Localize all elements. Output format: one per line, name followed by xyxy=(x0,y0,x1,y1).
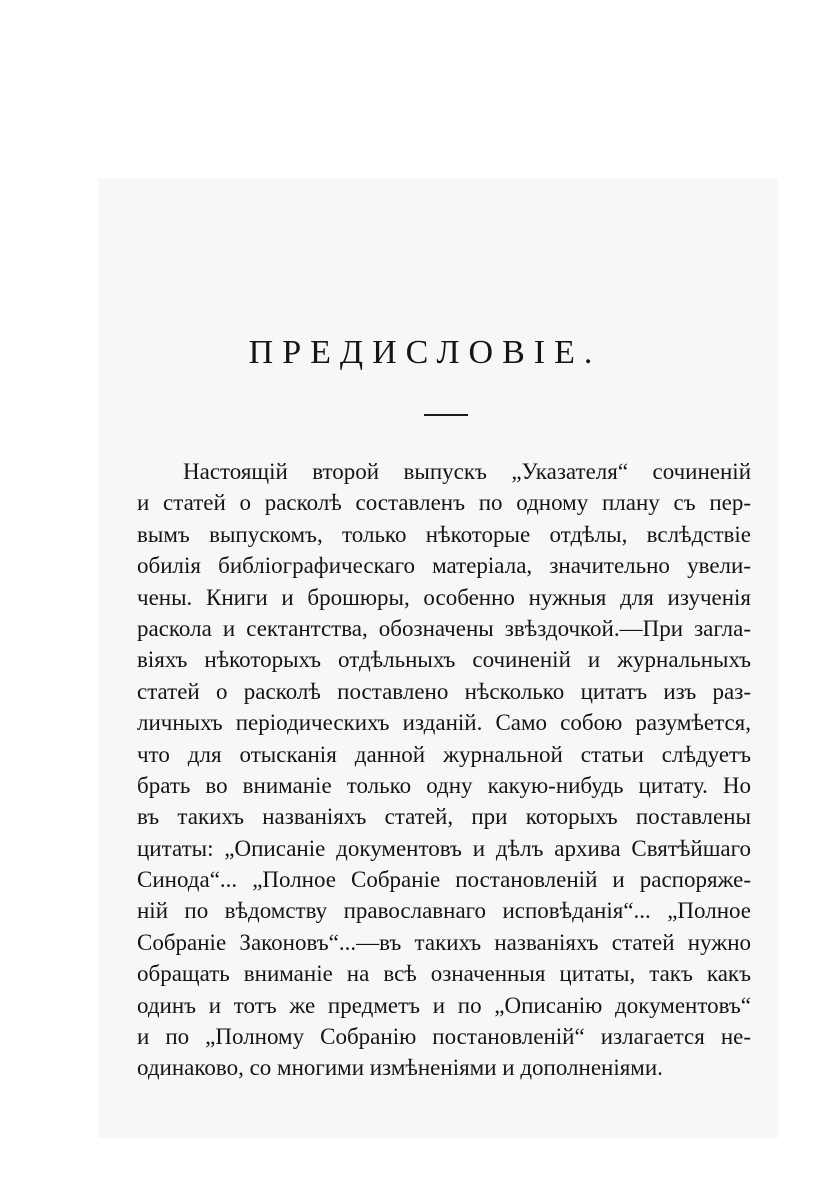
text-line: одинъ и тотъ же предметъ и по „Описанію документовъ“ xyxy=(137,992,751,1018)
text-line: чены. Книги и брошюры, особенно нужныя для изученія xyxy=(137,584,751,610)
text-line: въ такихъ названіяхъ статей, при которыхъ поставлены xyxy=(137,804,751,830)
text-line: ній по вѣдомству православнаго исповѣданія“... „Полное xyxy=(137,898,751,924)
title-divider xyxy=(424,414,468,416)
text-line: и статей о расколѣ составленъ по одному плану съ пер- xyxy=(137,490,751,516)
text-line: цитаты: „Описаніе документовъ и дѣлъ архива Святѣйшаго xyxy=(137,835,751,861)
text-line: статей о расколѣ поставлено нѣсколько цитатъ изъ раз- xyxy=(137,678,751,704)
preface-paragraph xyxy=(137,456,751,1084)
page-title: ПРЕДИСЛОВІЕ. xyxy=(248,334,602,371)
text-line: что для отысканія данной журнальной статьи слѣдуетъ xyxy=(137,741,751,767)
text-line: Синода“... „Полное Собраніе постановленій и распоряже- xyxy=(137,867,751,893)
text-line: и по „Полному Собранію постановленій“ излагается не- xyxy=(137,1024,751,1050)
text-line: брать во вниманіе только одну какую-нибудь цитату. Но xyxy=(137,772,751,798)
text-line: обращать вниманіе на всѣ означенныя цитаты, такъ какъ xyxy=(137,961,751,987)
text-line: раскола и сектантства, обозначены звѣздочкой.—При загла- xyxy=(137,615,751,641)
text-line: вымъ выпускомъ, только нѣкоторые отдѣлы, вслѣдствіе xyxy=(137,521,751,547)
text-line: обилія библіографическаго матеріала, значительно увели- xyxy=(137,553,751,579)
text-line: личныхъ періодическихъ изданій. Само собою разумѣется, xyxy=(137,710,751,736)
text-line: Собраніе Законовъ“...—въ такихъ названіяхъ статей нужно xyxy=(137,929,751,955)
text-line: віяхъ нѣкоторыхъ отдѣльныхъ сочиненій и журнальныхъ xyxy=(137,647,751,673)
text-line: одинаково, со многими измѣненіями и дополненіями. xyxy=(137,1055,663,1081)
text-line: Настоящій второй выпускъ „Указателя“ сочиненій xyxy=(183,459,751,484)
